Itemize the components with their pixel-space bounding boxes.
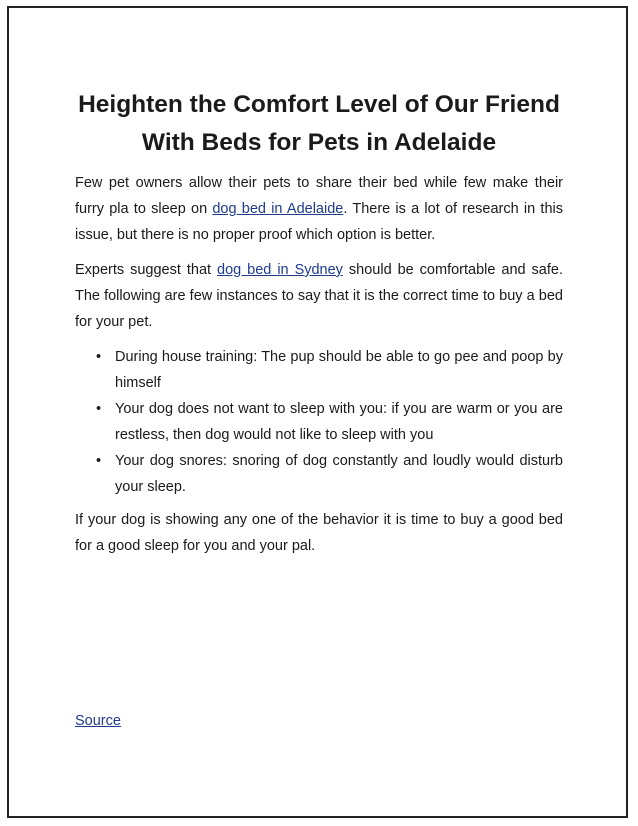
paragraph-conclusion: If your dog is showing any one of the behavior it is time to buy a good bed for a good sleep for you and your pal. (75, 512, 563, 554)
paragraph-experts-text-end: should be comfortable and safe. The following are few instances to say that it is the correct time to buy a bed for your pet. (75, 262, 563, 330)
bullet-icon: • (96, 349, 102, 365)
bullet-icon: • (96, 401, 102, 417)
list-item-text: During house training: The pup should be able to go pee and poop by himself (115, 349, 563, 391)
source-link[interactable]: Source (75, 713, 121, 729)
list-item (96, 448, 563, 500)
document-page (7, 6, 628, 818)
paragraph-experts-text-start: Experts suggest that (75, 262, 218, 278)
paragraph-intro-text-start: Few pet owners allow their pets to share their bed while few make their furry pla to sleep on (75, 175, 563, 217)
list-item-text: Your dog snores: snoring of dog constantly and loudly would disturb your sleep. (115, 453, 563, 495)
dog-bed-sydney-link[interactable]: dog bed in Sydney (217, 262, 343, 278)
document-content (75, 86, 563, 568)
list-item-text: Your dog does not want to sleep with you: if you are warm or you are restless, then dog would not like to sleep with you (115, 401, 563, 443)
list-item (96, 344, 563, 396)
paragraph-intro (75, 170, 563, 248)
dog-bed-adelaide-link[interactable]: dog bed in Adelaide (212, 201, 344, 217)
instances-list (75, 344, 563, 500)
list-item (96, 396, 563, 448)
paragraph-experts (75, 257, 563, 335)
bullet-icon: • (96, 453, 102, 469)
paragraph-intro-text-end: . There is a lot of research in this issue, but there is no proper proof which option is better. (75, 201, 563, 243)
page-title: Heighten the Comfort Level of Our Friend With Beds for Pets in Adelaide (78, 91, 560, 156)
